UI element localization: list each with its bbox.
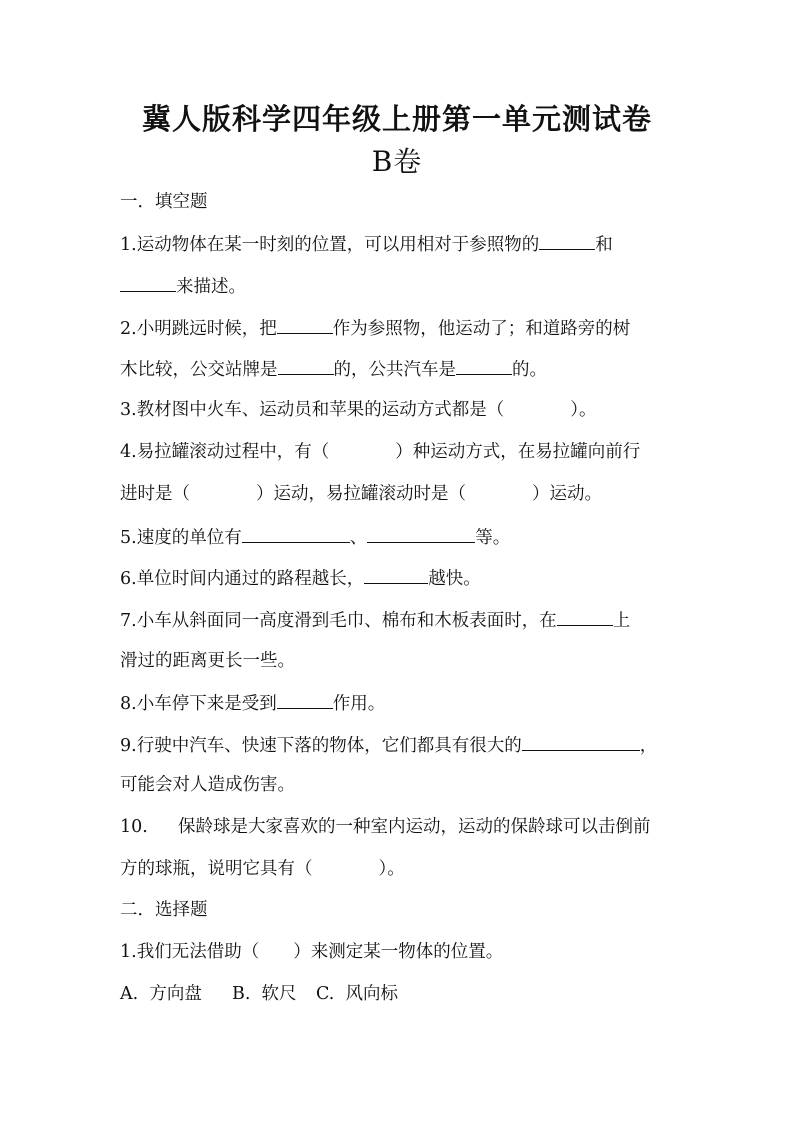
text: 5.速度的单位有 [120,528,242,548]
answer-blank[interactable] [539,231,595,250]
choice-question-1-options [120,982,680,1006]
text: 作用。 [332,694,386,714]
answer-blank[interactable] [367,524,475,543]
question-10-line-1 [120,815,680,839]
question-4-line-1 [120,440,680,464]
section-heading-fill: 一．填空题 [120,192,208,212]
text: 的。 [512,360,547,380]
question-7-line-1 [120,607,680,633]
text: ）运动。 [532,484,602,504]
text: 7.小车从斜面同一高度滑到毛巾、棉布和木板表面时，在 [120,611,557,631]
question-8 [120,690,680,716]
text: 、 [349,528,368,548]
question-10-line-2 [120,857,680,881]
question-1-line-2 [120,273,680,299]
question-2-line-1 [120,315,680,341]
choice-question-1 [120,940,680,964]
answer-blank[interactable] [120,273,176,292]
text: ）种运动方式，在易拉罐向前行 [395,442,641,462]
text: ）。 [570,400,597,420]
text: 滑过的距离更长一些。 [120,651,295,671]
text: 进时是（ [120,484,190,504]
text: 3.教材图中火车、运动员和苹果的运动方式都是（ [120,400,505,420]
question-4-line-2 [120,482,680,506]
answer-blank[interactable] [242,524,350,543]
option-b[interactable]: B. 软尺 [232,984,297,1004]
section-heading-choice: 二．选择题 [120,900,208,920]
answer-blank[interactable] [278,356,334,375]
text: 等。 [475,528,511,548]
question-9-line-1 [120,732,680,758]
question-9-line-2 [120,773,680,797]
text: ， [639,736,658,756]
text: 6.单位时间内通过的路程越长， [120,569,365,589]
text: 1.我们无法借助（ [120,942,260,962]
question-6 [120,565,680,591]
answer-blank[interactable] [277,690,333,709]
text: 保龄球是大家喜欢的一种室内运动，运动的保龄球可以击倒前 [178,817,651,837]
option-c[interactable]: C. 风向标 [316,984,398,1004]
text: 8.小车停下来是受到 [120,694,277,714]
option-a[interactable]: A. 方向盘 [120,984,202,1004]
text: 2.小明跳远时候，把 [120,319,277,339]
question-2-line-2 [120,356,680,382]
text: 9.行驶中汽车、快速下落的物体，它们都具有很大的 [120,736,522,756]
text: 10. [120,817,148,837]
text: 的，公共汽车是 [333,360,456,380]
question-3 [120,398,680,422]
text: ）。 [378,859,405,879]
answer-blank[interactable] [364,565,428,584]
text: 可能会对人造成伤害。 [120,775,295,795]
text: 来描述。 [176,277,246,297]
answer-blank[interactable] [522,732,640,751]
text: ）运动，易拉罐滚动时是（ [256,484,466,504]
text: 和 [595,235,613,255]
answer-blank[interactable] [456,356,512,375]
text: 方的球瓶，说明它具有（ [120,859,313,879]
text: 1.运动物体在某一时刻的位置，可以用相对于参照物的 [120,235,540,255]
exam-subtitle: B卷 [371,145,423,178]
text: 作为参照物，他运动了；和道路旁的树 [332,319,631,339]
text: 4.易拉罐滚动过程中，有（ [120,442,330,462]
answer-blank[interactable] [557,607,613,626]
question-5 [120,524,680,550]
question-7-line-2 [120,649,680,673]
text: 越快。 [428,569,481,589]
exam-title: 冀人版科学四年级上册第一单元测试卷 [141,102,652,136]
text: 上 [612,611,631,631]
text: 木比较，公交站牌是 [120,360,278,380]
answer-blank[interactable] [277,315,333,334]
text: ）来测定某一物体的位置。 [293,942,504,962]
question-1-line-1 [120,231,680,257]
